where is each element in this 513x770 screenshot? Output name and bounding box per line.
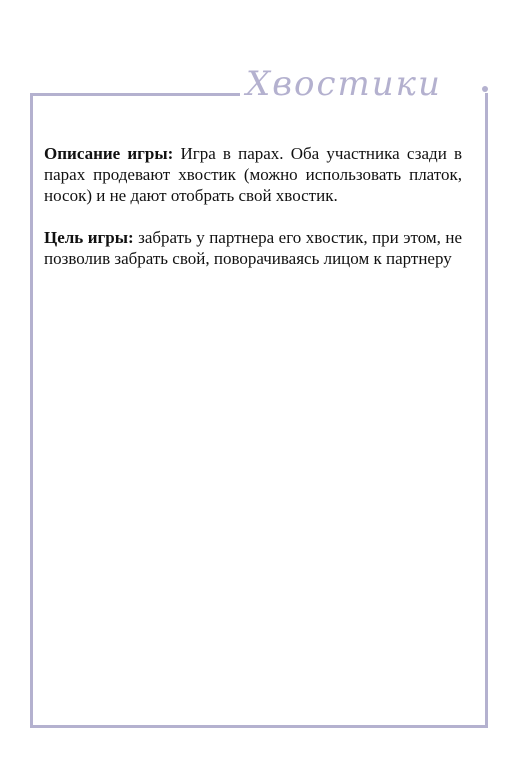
goal-paragraph [44,227,462,269]
goal-label: Цель игры: [44,228,134,247]
card-title: Хвостики [246,64,442,104]
goal-text: забрать у партнера его хвостик, при этом, не позволив забрать свой, поворачиваясь лицом к партнеру [44,228,462,268]
description-text: Игра в парах. Оба участника сзади в парах продевают хвостик (можно использовать платок, носок) и не дают отобрать свой хвостик. [44,144,462,205]
description-paragraph [44,143,462,206]
card-content [44,143,462,290]
title-dot [482,86,488,92]
description-label: Описание игры: [44,144,174,163]
